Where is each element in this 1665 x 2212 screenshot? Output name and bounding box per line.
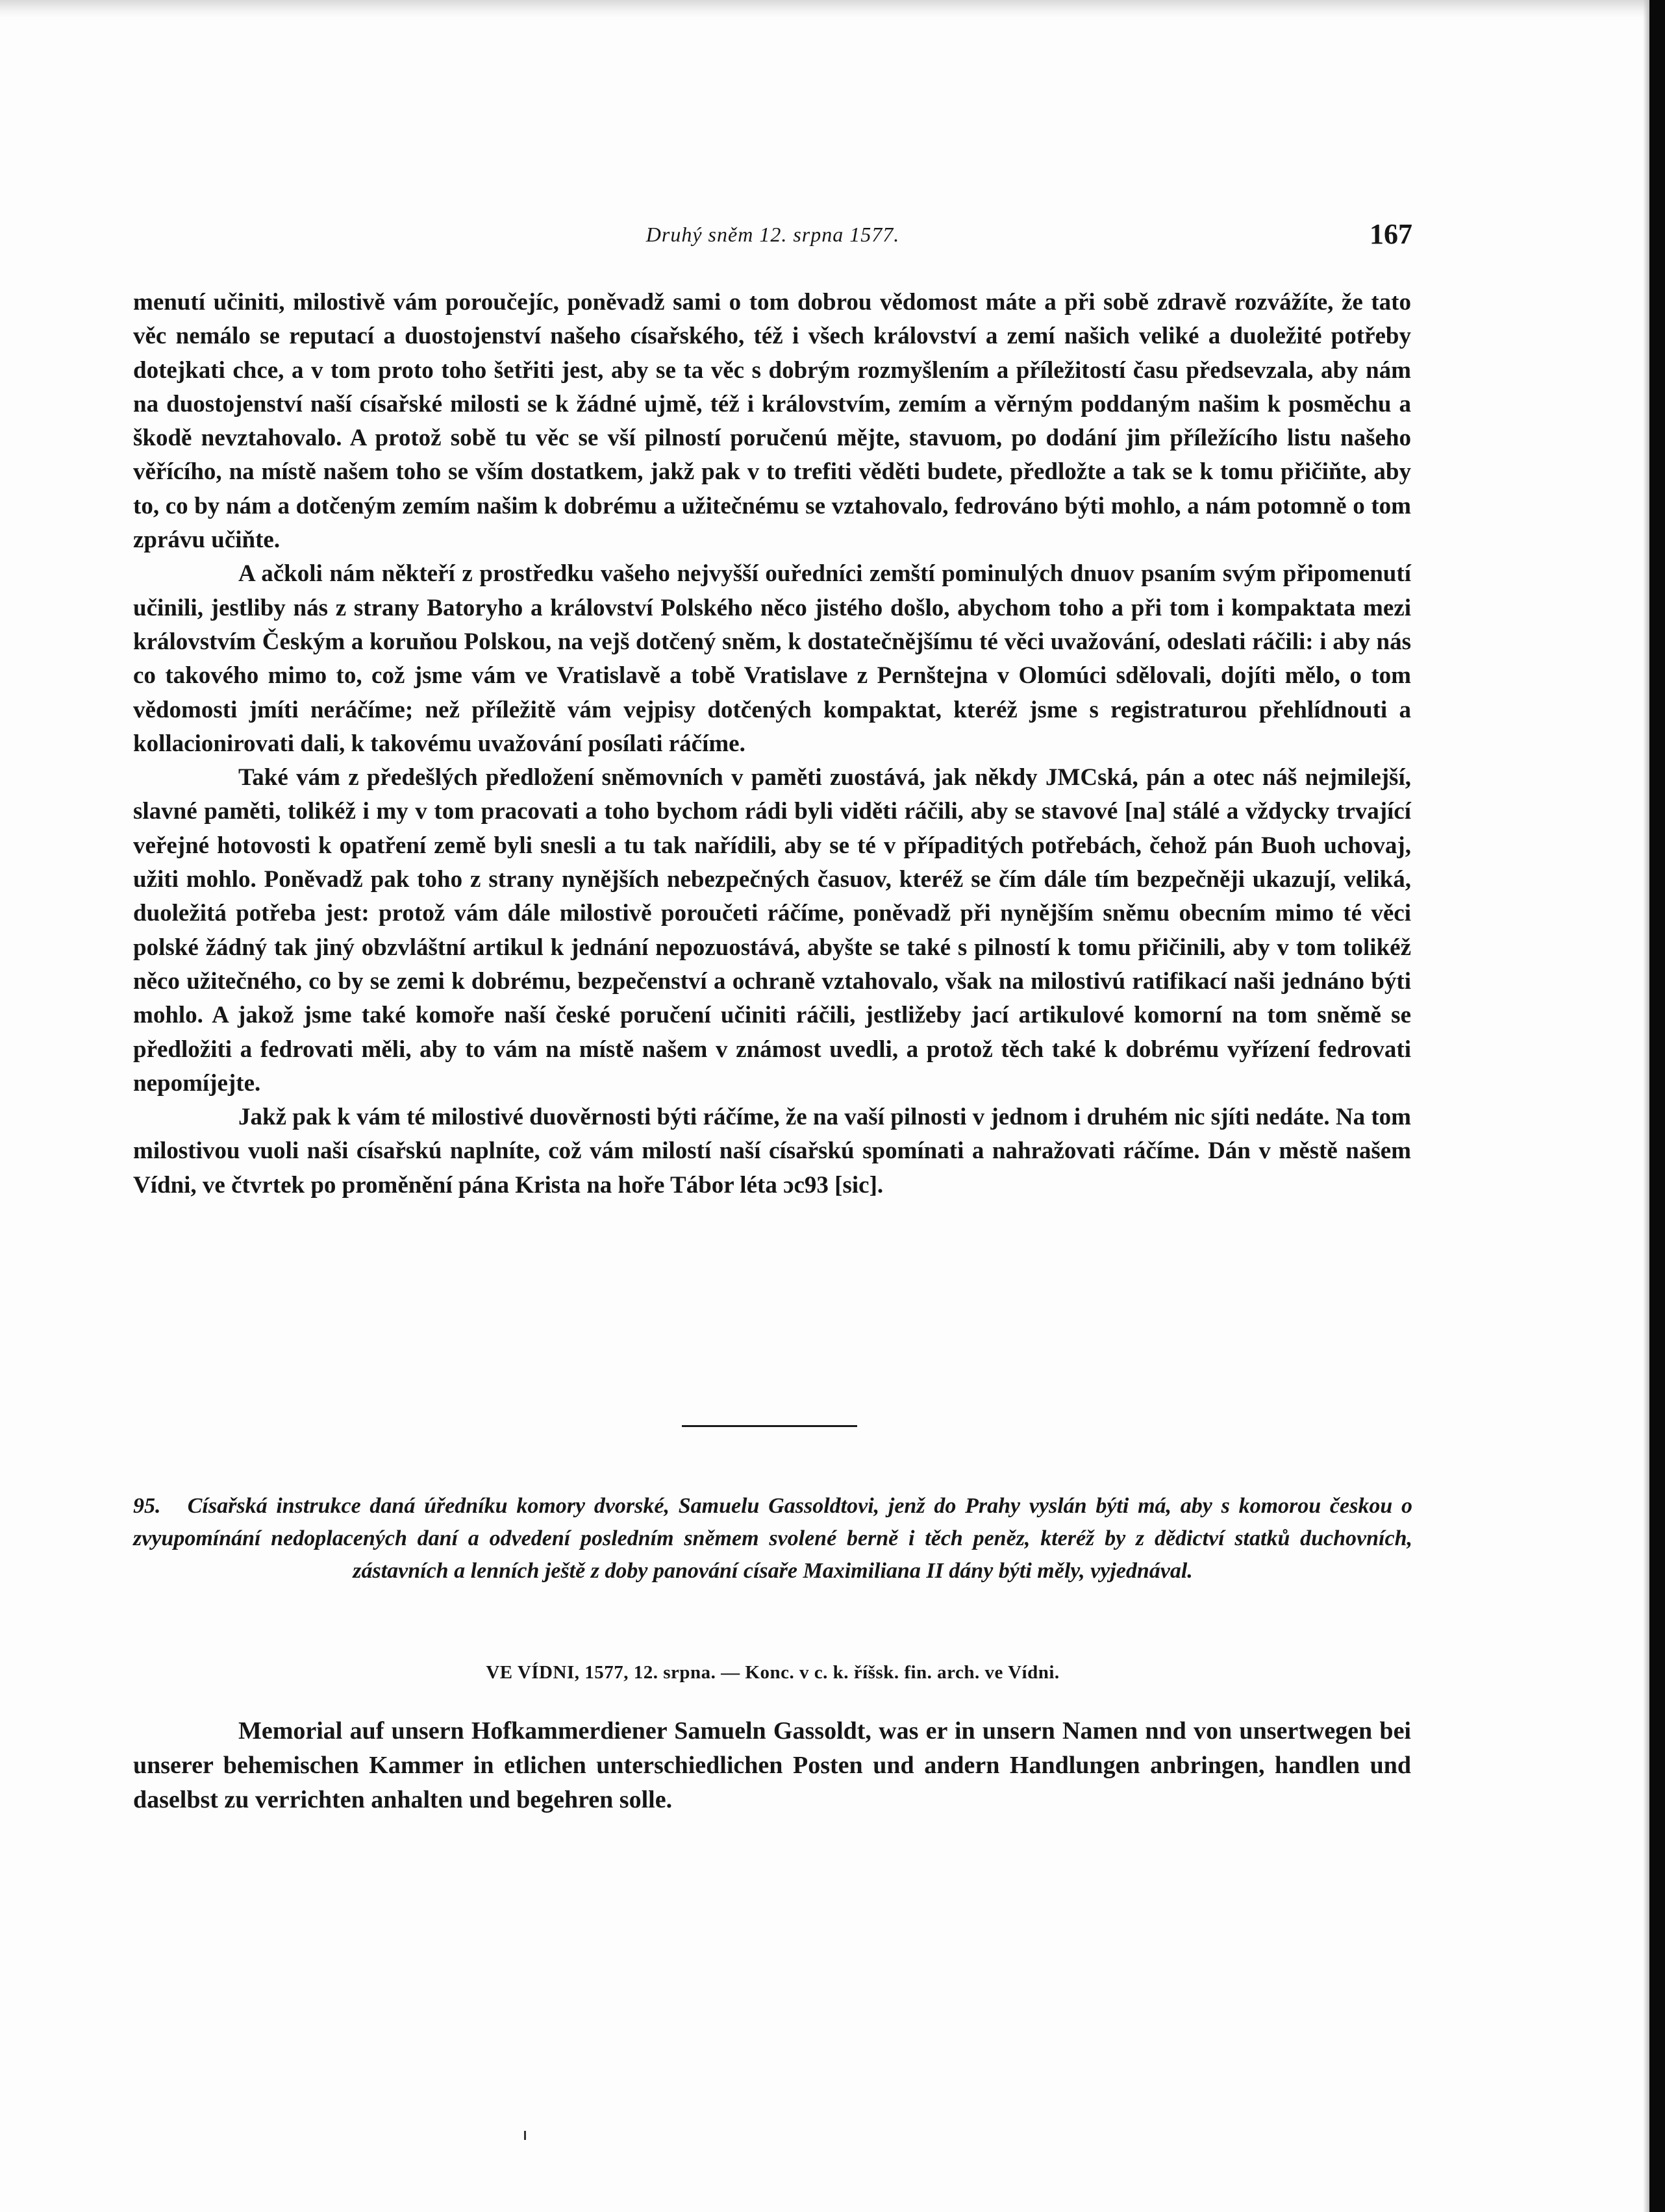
memorial-paragraph: Memorial auf unsern Hofkammerdiener Samueln Gassoldt, was er in unsern Namen nnd von unsertwegen bei unserer behemischen Kammer in etlichen unterschiedlichen Posten und andern Handlungen anbringen, handlen und daselbst zu verrichten anhalten und begehren solle. (133, 1717, 1411, 1813)
page-number: 167 (1370, 218, 1412, 250)
paragraph-continuation: menutí učiniti, milostivě vám poroučejíc, poněvadž sami o tom dobrou vědomost máte a při sobě zdravě rozvážíte, že tato věc nemálo se reputací a duostojenství našeho císařského, též i všech království a zemí našich veliké a duoležité potřeby dotejkati chce, a v tom proto toho šetřiti jest, aby se ta věc s dobrým rozmyšlením a příležitostí času předsevzala, aby nám na duostojenství naší císařské milosti se k žádné ujmě, též i královstvím, zemím a věrným poddaným našim k posměchu a škodě nevztahovalo. A protož sobě tu věc se vší pilností poručenú mějte, stavuom, po dodání jim příležícího listu našeho věřícího, na místě našem toho se vším dostatkem, jakž pak v to trefiti věděti budete, předložte a tak se k tomu přičiňte, aby to, co by nám a dotčeným zemím našim k dobrému a užitečnému se vztahovalo, fedrováno býti mohlo, a nám potomně o tom zprávu učiňte. (133, 289, 1411, 554)
scan-top-edge (0, 0, 1665, 18)
paragraph-compacts: A ačkoli nám někteří z prostředku vašeho nejvyšší ouředníci zemští pominulých dnuov psaním svým připomenutí učinili, jestliby nás z strany Batoryho a království Polského něco jistého došlo, abychom toho a při tom i kompaktata mezi královstvím Českým a koruňou Polskou, na vejš dotčený sněm, k dostatečnějšímu té věci uvažování, odeslati ráčili: i aby nás co takového mimo to, což jsme vám ve Vratislavě a tobě Vratislave z Pernštejna v Olomúci sdělovali, dojíti mělo, o tom vědomosti jmíti neráčíme; než příležitě vám vejpisy dotčených kompaktat, kteréž jsme s registraturou přehlídnouti a kollacionirovati dali, k takovému uvažování posílati ráčíme. (133, 560, 1411, 757)
scan-speck (524, 2131, 526, 2140)
scan-right-border (1649, 0, 1665, 2212)
scan-edge-shadow (1643, 0, 1649, 2212)
paragraph-defense: Také vám z předešlých předložení sněmovních v paměti zuostává, jak někdy JMCská, pán a otec náš nejmilejší, slavné paměti, tolikéž i my v tom pracovati a toho bychom rádi byli viděti ráčili, aby se stavové [na] stálé a vždycky trvající veřejné hotovosti k opatření země byli snesli a tu tak nařídili, aby se té v případitých potřebách, čehož pán Buoh uchovaj, užiti mohlo. Poněvadž pak toho z strany nynějších nebezpečných časuov, kteréž se čím dále tím bezpečněji ukazují, veliká, duoležitá potřeba jest: protož vám dále milostivě poroučeti ráčíme, poněvadž při nynějším sněmu obecním mimo té věci polské žádný tak jiný obzvláštní artikul k jednání nepozuostává, abyšte se také s pilností k tomu přičinili, aby v tom tolikéž něco užitečného, co by se zemi k dobrému, bezpečenství a ochraně vztahovalo, však na milostivú ratifikací naši jednáno býti mohlo. A jakož jsme také komoře naší české poručení učiniti ráčili, jestližeby jací artikulové komorní na tom sněmě se předložiti a fedrovati měli, aby to vám na místě našem v známost uvedli, a protož těch také k dobrému vyřízení fedrovati nepomíjejte. (133, 764, 1411, 1097)
source-line: VE VÍDNI, 1577, 12. srpna. — Konc. v c. k. říšsk. fin. arch. ve Vídni. (486, 1662, 1060, 1683)
memorial-block (133, 1714, 1411, 1817)
running-title: Druhý sněm 12. srpna 1577. (645, 223, 900, 246)
running-header (133, 217, 1412, 256)
section-divider (682, 1425, 857, 1427)
paragraph-closing: Jakž pak k vám té milostivé duověrnosti býti ráčíme, že na vaší pilnosti v jednom i druhém nic sjíti nedáte. Na tom milostivou vuoli naši císařskú naplníte, což vám milostí naší císařskú spomínati a nahražovati ráčíme. Dán v městě našem Vídni, ve čtvrtek po proměnění pána Krista na hoře Tábor léta ɔc93 [sic]. (133, 1104, 1411, 1199)
main-text-block (133, 286, 1411, 1202)
document-heading (133, 1490, 1412, 1587)
document-number: 95. (133, 1494, 161, 1518)
document-heading-text: Císařská instrukce daná úředníku komory dvorské, Samuelu Gassoldtovi, jenž do Prahy vyslán býti má, aby s komorou českou o zvyupomínání nedoplacených daní a odvedení posledním sněmem svolené berně i těch peněz, kteréž by z dědictví statků duchovních, zástavních a lenních ještě z doby panování císaře Maximiliana II dány býti měly, vyjednával. (133, 1494, 1412, 1583)
